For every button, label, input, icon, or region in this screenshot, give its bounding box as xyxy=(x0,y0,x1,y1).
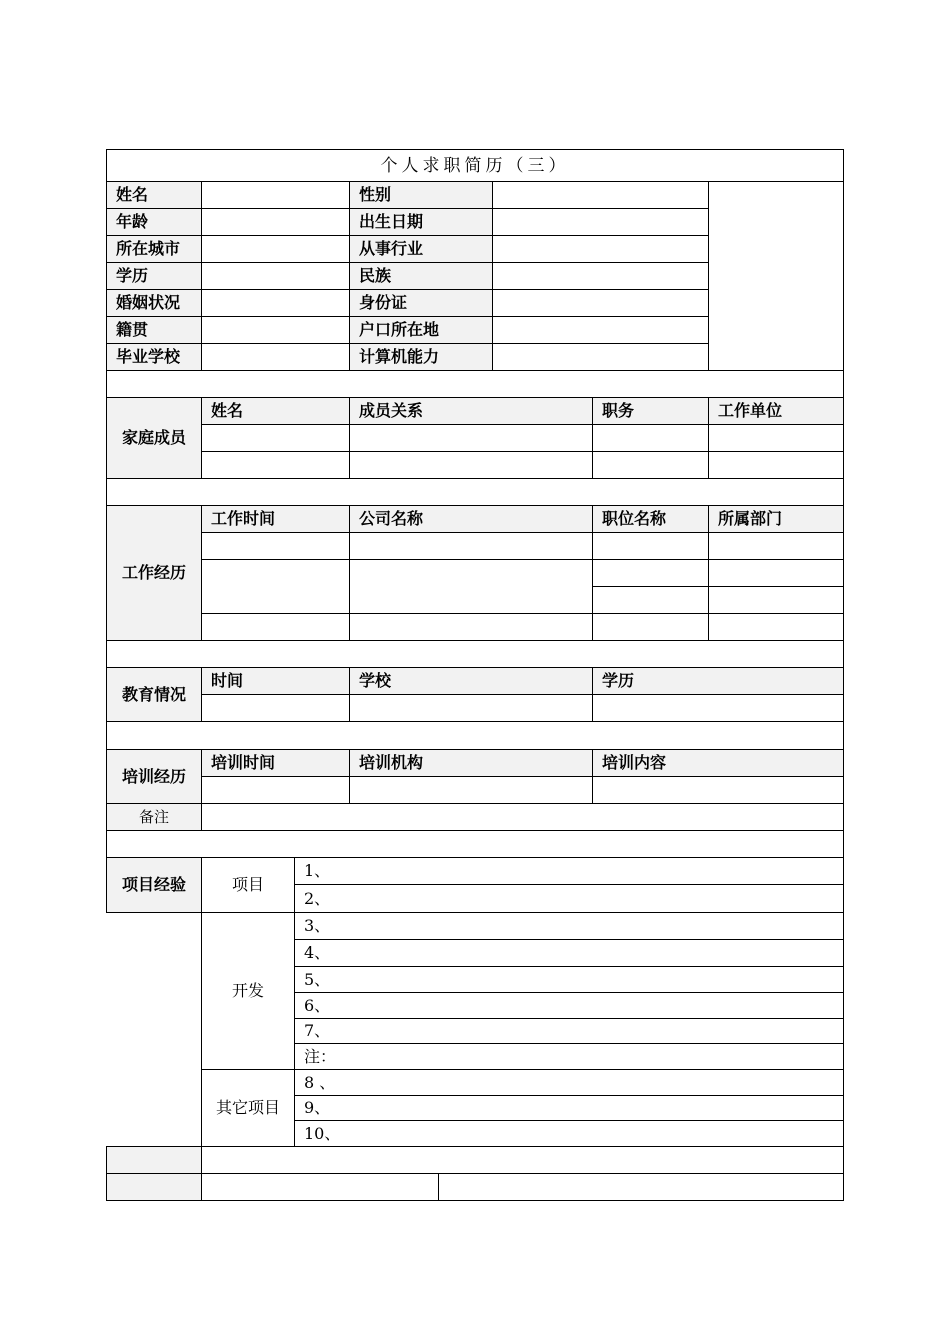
remarks-value[interactable] xyxy=(201,803,844,831)
work-cell[interactable] xyxy=(349,532,593,560)
value-marital[interactable] xyxy=(201,289,350,317)
work-cell[interactable] xyxy=(201,532,350,560)
extra-row-label xyxy=(106,1146,202,1174)
project-item[interactable]: 8 、 xyxy=(294,1069,844,1096)
family-cell[interactable] xyxy=(349,424,593,452)
label-id-card: 身份证 xyxy=(349,289,493,317)
label-birthdate: 出生日期 xyxy=(349,208,493,236)
photo-box[interactable] xyxy=(708,181,844,371)
label-computer: 计算机能力 xyxy=(349,343,493,371)
work-cell[interactable] xyxy=(592,532,709,560)
family-section-label: 家庭成员 xyxy=(106,397,202,479)
education-cell[interactable] xyxy=(201,694,350,722)
family-header-relation: 成员关系 xyxy=(349,397,593,425)
education-cell[interactable] xyxy=(349,694,593,722)
training-header-content: 培训内容 xyxy=(592,749,844,777)
value-industry[interactable] xyxy=(492,235,709,263)
spacer-row xyxy=(106,370,844,398)
spacer-row xyxy=(106,640,844,668)
work-cell[interactable] xyxy=(708,613,844,641)
spacer-row xyxy=(106,721,844,750)
family-header-position: 职务 xyxy=(592,397,709,425)
education-header-time: 时间 xyxy=(201,667,350,695)
project-item[interactable]: 3、 xyxy=(294,912,844,940)
project-item[interactable]: 10、 xyxy=(294,1120,844,1147)
value-gender[interactable] xyxy=(492,181,709,209)
extra-row-value[interactable] xyxy=(438,1173,844,1201)
value-city[interactable] xyxy=(201,235,350,263)
value-origin[interactable] xyxy=(201,316,350,344)
label-name: 姓名 xyxy=(106,181,202,209)
value-school[interactable] xyxy=(201,343,350,371)
projects-section-label: 项目经验 xyxy=(106,857,202,913)
work-cell[interactable] xyxy=(201,613,350,641)
project-group-project: 项目 xyxy=(201,857,295,913)
work-section-label: 工作经历 xyxy=(106,505,202,641)
spacer-row xyxy=(106,478,844,506)
training-header-institution: 培训机构 xyxy=(349,749,593,777)
work-cell[interactable] xyxy=(201,559,350,614)
value-ethnicity[interactable] xyxy=(492,262,709,290)
family-cell[interactable] xyxy=(708,424,844,452)
value-computer[interactable] xyxy=(492,343,709,371)
project-item[interactable]: 9、 xyxy=(294,1095,844,1121)
label-city: 所在城市 xyxy=(106,235,202,263)
work-header-title: 职位名称 xyxy=(592,505,709,533)
family-cell[interactable] xyxy=(201,424,350,452)
work-header-time: 工作时间 xyxy=(201,505,350,533)
education-header-degree: 学历 xyxy=(592,667,844,695)
work-header-company: 公司名称 xyxy=(349,505,593,533)
extra-row-value[interactable] xyxy=(201,1146,844,1174)
label-industry: 从事行业 xyxy=(349,235,493,263)
family-cell[interactable] xyxy=(349,451,593,479)
education-cell[interactable] xyxy=(592,694,844,722)
project-item[interactable]: 2、 xyxy=(294,884,844,913)
label-gender: 性别 xyxy=(349,181,493,209)
project-item[interactable]: 6、 xyxy=(294,992,844,1019)
work-cell[interactable] xyxy=(592,586,709,614)
label-marital: 婚姻状况 xyxy=(106,289,202,317)
value-id-card[interactable] xyxy=(492,289,709,317)
value-name[interactable] xyxy=(201,181,350,209)
work-cell[interactable] xyxy=(349,559,593,614)
value-age[interactable] xyxy=(201,208,350,236)
value-birthdate[interactable] xyxy=(492,208,709,236)
label-origin: 籍贯 xyxy=(106,316,202,344)
value-education[interactable] xyxy=(201,262,350,290)
training-section-label: 培训经历 xyxy=(106,749,202,804)
work-cell[interactable] xyxy=(592,613,709,641)
label-age: 年龄 xyxy=(106,208,202,236)
education-header-school: 学校 xyxy=(349,667,593,695)
family-header-name: 姓名 xyxy=(201,397,350,425)
work-cell[interactable] xyxy=(708,532,844,560)
project-item[interactable]: 4、 xyxy=(294,939,844,967)
family-cell[interactable] xyxy=(201,451,350,479)
value-hukou[interactable] xyxy=(492,316,709,344)
work-cell[interactable] xyxy=(349,613,593,641)
label-hukou: 户口所在地 xyxy=(349,316,493,344)
family-cell[interactable] xyxy=(708,451,844,479)
label-education: 学历 xyxy=(106,262,202,290)
work-cell[interactable] xyxy=(708,559,844,587)
project-item[interactable]: 1、 xyxy=(294,857,844,885)
education-section-label: 教育情况 xyxy=(106,667,202,722)
training-cell[interactable] xyxy=(349,776,593,804)
spacer-row xyxy=(106,830,844,858)
label-school: 毕业学校 xyxy=(106,343,202,371)
project-group-development: 开发 xyxy=(201,912,295,1070)
extra-row-value[interactable] xyxy=(201,1173,439,1201)
work-cell[interactable] xyxy=(708,586,844,614)
family-header-employer: 工作单位 xyxy=(708,397,844,425)
project-note[interactable]: 注： xyxy=(294,1043,844,1070)
training-cell[interactable] xyxy=(592,776,844,804)
family-cell[interactable] xyxy=(592,424,709,452)
extra-row-label xyxy=(106,1173,202,1201)
remarks-label: 备注 xyxy=(106,803,202,831)
label-ethnicity: 民族 xyxy=(349,262,493,290)
project-group-other: 其它项目 xyxy=(201,1069,295,1147)
work-header-department: 所属部门 xyxy=(708,505,844,533)
page-title: 个人求职简历（三） xyxy=(106,149,844,182)
training-cell[interactable] xyxy=(201,776,350,804)
work-cell[interactable] xyxy=(592,559,709,587)
training-header-time: 培训时间 xyxy=(201,749,350,777)
project-item[interactable]: 5、 xyxy=(294,966,844,993)
project-item[interactable]: 7、 xyxy=(294,1018,844,1044)
family-cell[interactable] xyxy=(592,451,709,479)
